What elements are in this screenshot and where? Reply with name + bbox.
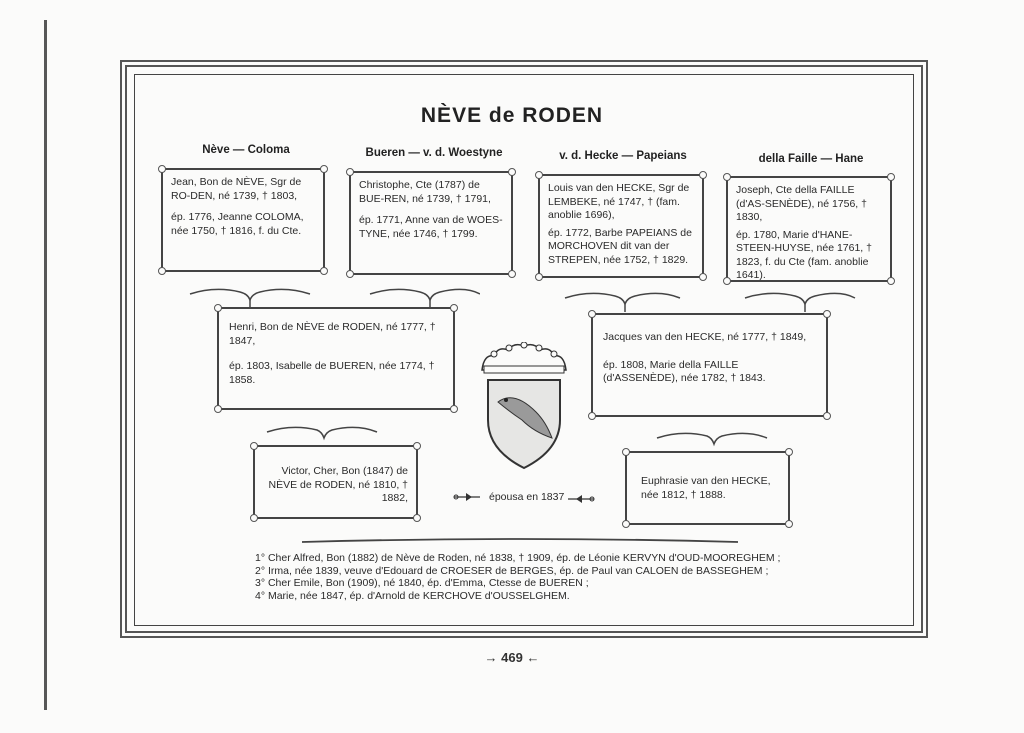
- children-list: [255, 552, 855, 602]
- column-heading-hecke-papeians: v. d. Hecke — Papeians: [559, 150, 687, 162]
- parent-box-jacques: [591, 313, 828, 417]
- grandparent-line: Joseph, Cte della FAILLE (d'AS-SENÈDE), né 1756, † 1830,: [736, 184, 867, 223]
- divider: [300, 536, 740, 546]
- column-heading-neve-coloma: Nève — Coloma: [202, 144, 290, 156]
- ornament-left-icon: [452, 491, 482, 503]
- parent-line: ép. 1808, Marie della FAILLE (d'ASSENÈDE), née 1782, † 1843.: [603, 358, 766, 384]
- grandparent-line: Louis van den HECKE, Sgr de LEMBEKE, né 1747, † (fam. anoblie 1696),: [548, 182, 690, 221]
- couple-box-victor: [253, 445, 418, 519]
- couple-box-euphrasie: [625, 451, 790, 525]
- grandparent-line: ép. 1771, Anne van de WOES-TYNE, née 1746, † 1799.: [359, 214, 503, 240]
- parent-line: Henri, Bon de NÈVE de RODEN, né 1777, † 1847,: [229, 321, 436, 347]
- child-entry: 2° Irma, née 1839, veuve d'Edouard de CROESER de BERGES, ép. de Paul van CALOEN de BASSEGHEM ;: [255, 564, 769, 577]
- grandparent-box-neve: [161, 168, 325, 272]
- connector-swash-right: [560, 286, 860, 316]
- connector-swash-victor: [262, 422, 382, 442]
- parent-box-henri: [217, 307, 455, 410]
- column-heading-faille-hane: della Faille — Hane: [758, 153, 864, 165]
- column-heading-bueren-woestyne: Bueren — v. d. Woestyne: [365, 147, 503, 159]
- ornament-right-icon: [566, 493, 596, 505]
- grandparent-box-hecke: [538, 174, 704, 278]
- grandparent-line: ép. 1772, Barbe PAPEIANS de MORCHOVEN dit van der STREPEN, née 1752, † 1829.: [548, 226, 692, 266]
- grandparent-box-bueren: [349, 171, 513, 275]
- child-entry: 3° Cher Emile, Bon (1909), né 1840, ép. d'Emma, Ctesse de BUEREN ;: [255, 577, 589, 589]
- parent-line: ép. 1803, Isabelle de BUEREN, née 1774, † 1858.: [229, 360, 435, 386]
- grandparent-line: ép. 1776, Jeanne COLOMA, née 1750, † 1816, f. du Cte.: [171, 211, 304, 237]
- grandparent-line: Christophe, Cte (1787) de BUE-REN, né 1739, † 1791,: [359, 179, 491, 205]
- grandparent-line: ép. 1780, Marie d'HANE-STEEN-HUYSE, née 1761, † 1823, f. du Cte (fam. anoblie 1641).: [736, 228, 872, 281]
- child-entry: 1° Cher Alfred, Bon (1882) de Nève de Roden, né 1838, † 1909, ép. de Léonie KERVYN d'OUD-MOOREGHEM ;: [255, 552, 781, 564]
- coat-of-arms-icon: [474, 342, 574, 472]
- page-number-dash-left: →: [484, 650, 502, 665]
- couple-line: Euphrasie van den HECKE, née 1812, † 1888.: [641, 475, 771, 501]
- connector-swash-euphrasie: [652, 428, 772, 448]
- page-number: [0, 650, 1024, 665]
- page-title: NÈVE de RODEN: [420, 104, 604, 127]
- child-entry: 4° Marie, née 1847, ép. d'Arnold de KERCHOVE d'OUSSELGHEM.: [255, 589, 570, 602]
- parent-line: Jacques van den HECKE, né 1777, † 1849,: [603, 331, 807, 343]
- grandparent-box-faille: [726, 176, 892, 282]
- couple-line: Victor, Cher, Bon (1847) de NÈVE de RODEN, né 1810, † 1882,: [268, 465, 408, 504]
- page-number-dash-right: ←: [522, 650, 540, 665]
- marriage-note: épousa en 1837: [489, 491, 565, 503]
- grandparent-line: Jean, Bon de NÈVE, Sgr de RO-DEN, né 1739, † 1803,: [171, 176, 302, 202]
- page-number-value: 469: [501, 650, 523, 665]
